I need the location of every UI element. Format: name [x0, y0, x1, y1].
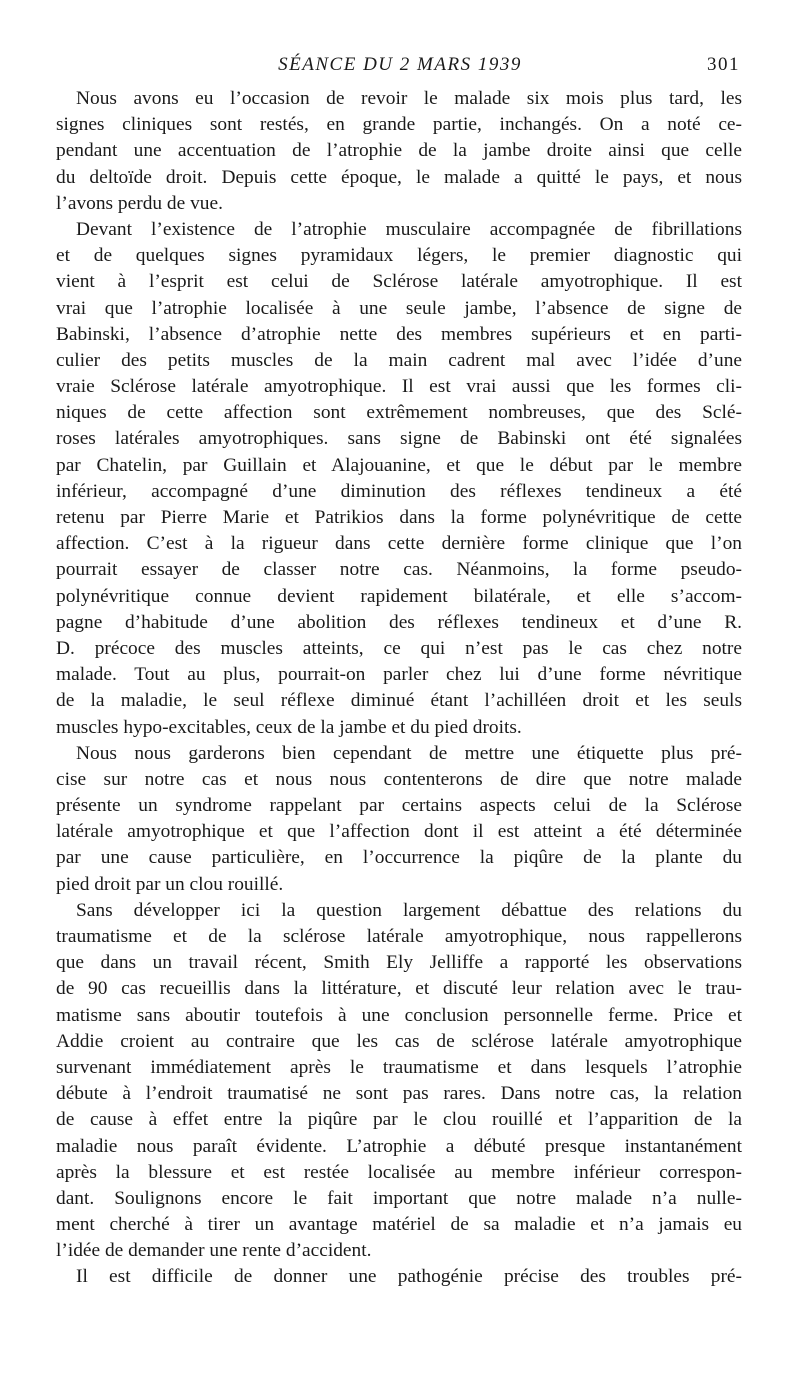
text-line: culier des petits muscles de la main cadrent mal avec l’idée d’une [56, 349, 742, 371]
text-line: Babinski, l’absence d’atrophie nette des membres supérieurs et en parti- [56, 323, 742, 345]
text-line: de 90 cas recueillis dans la littérature, et discuté leur relation avec le trau- [56, 978, 742, 1000]
text-line: ment cherché à tirer un avantage matériel de sa maladie et n’a jamais eu [56, 1214, 742, 1236]
text-line: pied droit par un clou rouillé. [56, 873, 284, 895]
text-line: que dans un travail récent, Smith Ely Jelliffe a rapporté les observations [56, 952, 742, 974]
text-line: latérale amyotrophique et que l’affection dont il est atteint a été déterminée [56, 821, 742, 843]
paragraph [56, 217, 742, 741]
running-header [60, 54, 740, 80]
paragraph [56, 741, 742, 898]
text-line: affection. C’est à la rigueur dans cette dernière forme clinique que l’on [56, 533, 742, 555]
text-line: matisme sans aboutir toutefois à une conclusion personnelle ferme. Price et [56, 1004, 742, 1026]
text-line: débute à l’endroit traumatisé ne sont pas rares. Dans notre cas, la relation [56, 1083, 742, 1105]
text-line: dant. Soulignons encore le fait important que notre malade n’a nulle- [56, 1187, 742, 1209]
text-line: Nous nous garderons bien cependant de mettre une étiquette plus pré- [76, 742, 742, 764]
text-line: Nous avons eu l’occasion de revoir le malade six mois plus tard, les [76, 88, 742, 109]
text-line: signes cliniques sont restés, en grande partie, inchangés. On a noté ce- [56, 114, 742, 136]
text-line: traumatisme et de la sclérose latérale amyotrophique, nous rappellerons [56, 926, 742, 947]
text-line: Il est difficile de donner une pathogénie précise des troubles pré- [76, 1266, 742, 1288]
text-line: inférieur, accompagné d’une diminution des réflexes tendineux a été [56, 480, 742, 502]
text-line: Sans développer ici la question largement débattue des relations du [76, 899, 742, 921]
page-number: 301 [707, 54, 740, 75]
text-line: survenant immédiatement après le traumatisme et dans lesquels l’atrophie [56, 1056, 742, 1078]
body-text [56, 86, 742, 1291]
text-line: de la maladie, le seul réflexe diminué étant l’achilléen droit et les seuls [56, 690, 742, 712]
text-line: D. précoce des muscles atteints, ce qui n’est pas le cas chez notre [56, 637, 742, 659]
paragraph [56, 1264, 742, 1290]
text-line: vrai que l’atrophie localisée à une seule jambe, l’absence de signe de [56, 297, 742, 319]
text-line: par une cause particulière, en l’occurrence la piqûre de la plante du [56, 847, 742, 869]
text-line: muscles hypo-excitables, ceux de la jambe et du pied droits. [56, 716, 522, 738]
text-line: niques de cette affection sont extrêmement nombreuses, que des Sclé- [56, 402, 742, 424]
text-line: vient à l’esprit est celui de Sclérose latérale amyotrophique. Il est [56, 271, 742, 293]
text-line: présente un syndrome rappelant par certains aspects celui de la Sclérose [56, 795, 742, 817]
text-line: malade. Tout au plus, pourrait-on parler chez lui d’une forme névritique [56, 664, 742, 686]
paragraph [56, 898, 742, 1265]
text-line: pagne d’habitude d’une abolition des réflexes tendineux et d’une R. [56, 611, 742, 633]
text-line: après la blessure et est restée localisée au membre inférieur correspon- [56, 1161, 742, 1183]
text-line: Devant l’existence de l’atrophie musculaire accompagnée de fibrillations [76, 218, 742, 240]
text-line: pourrait essayer de classer notre cas. Néanmoins, la forme pseudo- [56, 559, 742, 581]
text-line: l’idée de demander une rente d’accident. [56, 1240, 372, 1262]
text-line: pendant une accentuation de l’atrophie de la jambe droite ainsi que celle [56, 140, 742, 162]
text-line: vraie Sclérose latérale amyotrophique. Il est vrai aussi que les formes cli- [56, 376, 742, 398]
paragraph [56, 86, 742, 217]
text-line: maladie nous paraît évidente. L’atrophie a débuté presque instantanément [56, 1135, 742, 1157]
text-line: par Chatelin, par Guillain et Alajouanine, et que le début par le membre [56, 454, 742, 476]
text-line: de cause à effet entre la piqûre par le clou rouillé et l’apparition de la [56, 1109, 742, 1131]
running-title: SÉANCE DU 2 MARS 1939 [278, 54, 522, 75]
text-line: l’avons perdu de vue. [56, 192, 223, 214]
text-line: cise sur notre cas et nous nous contenterons de dire que notre malade [56, 768, 742, 790]
text-line: polynévritique connue devient rapidement bilatérale, et elle s’accom- [56, 585, 742, 607]
text-line: retenu par Pierre Marie et Patrikios dans la forme polynévritique de cette [56, 507, 742, 528]
text-line: Addie croient au contraire que les cas de sclérose latérale amyotrophique [56, 1030, 742, 1052]
text-line: roses latérales amyotrophiques. sans signe de Babinski ont été signalées [56, 428, 742, 450]
text-line: du deltoïde droit. Depuis cette époque, le malade a quitté le pays, et nous [56, 166, 742, 188]
text-line: et de quelques signes pyramidaux légers, le premier diagnostic qui [56, 245, 742, 267]
